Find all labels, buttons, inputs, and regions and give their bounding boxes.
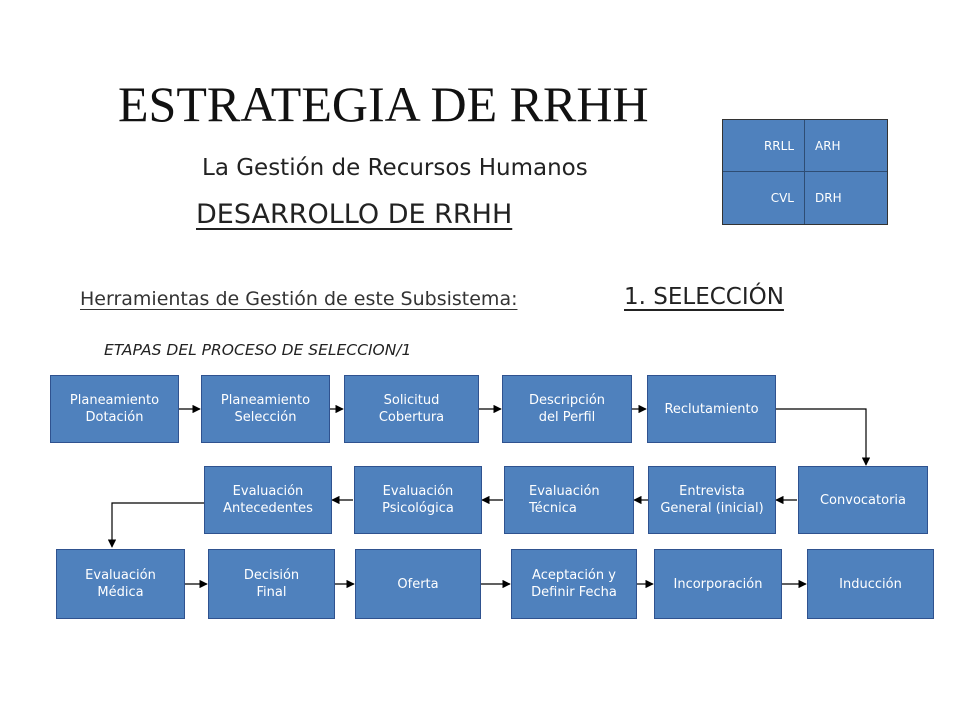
step-induccion: Inducción xyxy=(807,549,934,619)
stages-label: ETAPAS DEL PROCESO DE SELECCION/1 xyxy=(104,341,412,359)
step-evaluacion-tecnica: Evaluación Técnica xyxy=(504,466,634,534)
grid-cell-rrll: RRLL xyxy=(723,120,805,172)
section-heading: DESARROLLO DE RRHH xyxy=(196,199,513,230)
step-reclutamiento: Reclutamiento xyxy=(647,375,776,443)
step-decision-final: Decisión Final xyxy=(208,549,335,619)
step-oferta: Oferta xyxy=(355,549,481,619)
step-aceptacion-fecha: Aceptación y Definir Fecha xyxy=(511,549,637,619)
page-subtitle: La Gestión de Recursos Humanos xyxy=(202,155,588,181)
selection-heading: 1. SELECCIÓN xyxy=(624,284,784,310)
step-entrevista-general: Entrevista General (inicial) xyxy=(648,466,776,534)
arrow-reclutamiento-to-convocatoria xyxy=(776,409,866,465)
step-evaluacion-antecedentes: Evaluación Antecedentes xyxy=(204,466,332,534)
step-convocatoria: Convocatoria xyxy=(798,466,928,534)
step-incorporacion: Incorporación xyxy=(654,549,782,619)
step-planeamiento-dotacion: Planeamiento Dotación xyxy=(50,375,179,443)
step-evaluacion-psicologica: Evaluación Psicológica xyxy=(354,466,482,534)
grid-cell-cvl: CVL xyxy=(723,172,805,224)
grid-cell-drh: DRH xyxy=(805,172,887,224)
tools-label: Herramientas de Gestión de este Subsistema: xyxy=(80,288,518,310)
arrow-antecedentes-to-medica xyxy=(112,503,204,547)
step-solicitud-cobertura: Solicitud Cobertura xyxy=(344,375,479,443)
step-evaluacion-medica: Evaluación Médica xyxy=(56,549,185,619)
step-descripcion-perfil: Descripción del Perfil xyxy=(502,375,632,443)
grid-cell-arh: ARH xyxy=(805,120,887,172)
step-planeamiento-seleccion: Planeamiento Selección xyxy=(201,375,330,443)
page-title: ESTRATEGIA DE RRHH xyxy=(118,76,649,132)
